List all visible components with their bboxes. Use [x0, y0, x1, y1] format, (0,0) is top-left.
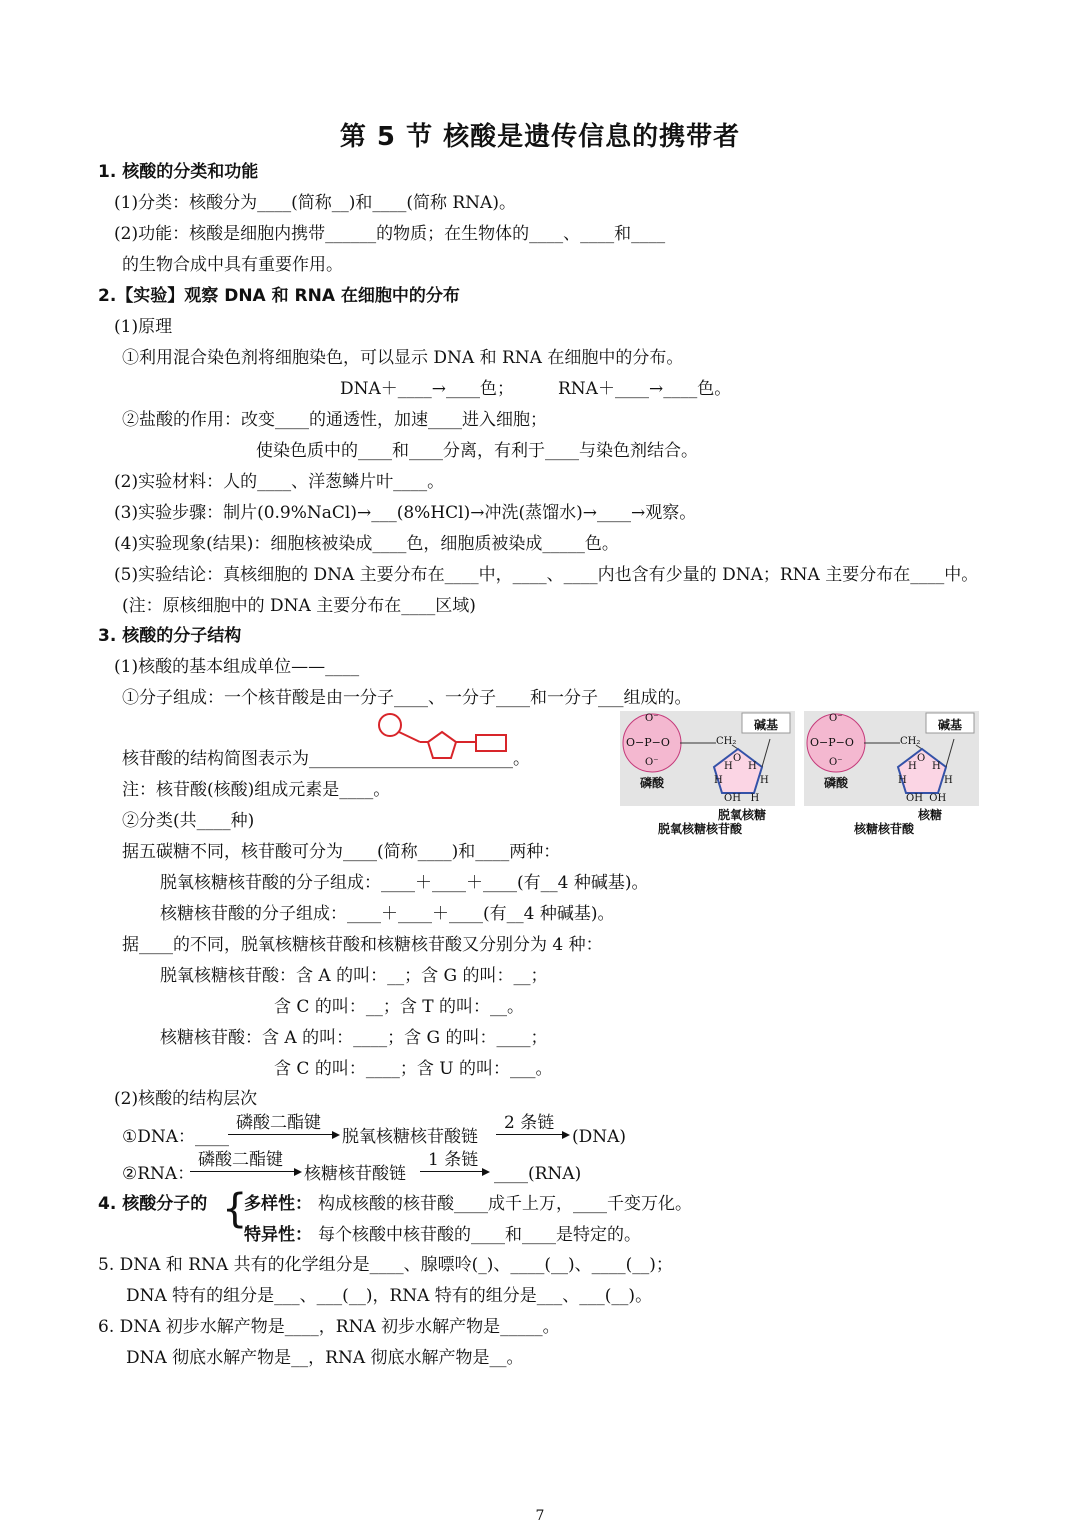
- s2-note: (注：原核细胞中的 DNA 主要分布在____区域): [122, 596, 476, 616]
- s2-results: (4)实验现象(结果)：细胞核被染成____色，细胞质被染成_____色。: [114, 534, 619, 554]
- ribo-h-3: H: [898, 775, 907, 786]
- s3-by-sugar: 据五碳糖不同，核苷酸可分为____(简称____)和____两种：: [122, 842, 561, 862]
- deoxy-caption: 脱氧核糖核苷酸: [658, 822, 743, 836]
- deoxy-ring-o: O: [733, 753, 742, 764]
- s3-ribo-types-1: 核糖核苷酸：含 A 的叫：____；含 G 的叫：____；: [160, 1028, 548, 1048]
- s4-specificity-label: 特异性：: [244, 1225, 312, 1245]
- deoxy-oh-h: OH H: [724, 793, 760, 804]
- ribo-h-1: H: [908, 761, 917, 772]
- s2-rna-stain: RNA＋____→____色。: [558, 379, 732, 399]
- s3-schematic-label: 核苷酸的结构简图表示为________________________。: [122, 749, 530, 769]
- rna-level-start: ②RNA：: [122, 1164, 195, 1184]
- s2-hcl-role-cont: 使染色质中的____和____分离，有利于____与染色剂结合。: [256, 441, 698, 461]
- rna-arrowhead-1: [294, 1168, 302, 1176]
- s2-hcl-role: ②盐酸的作用：改变____的通透性，加速____进入细胞；: [122, 410, 547, 430]
- s3-deoxy-types-1: 脱氧核糖核苷酸：含 A 的叫：__；含 G 的叫：__；: [160, 966, 548, 986]
- s3-levels: (2)核酸的结构层次: [114, 1089, 258, 1109]
- section-5-line-1: 5. DNA 和 RNA 共有的化学组分是____、腺嘌呤(_)、____(__)、____(__)；: [98, 1255, 673, 1275]
- ribo-h-4: H: [944, 775, 953, 786]
- s3-composition: ①分子组成：一个核苷酸是由一分子____、一分子____和一分子___组成的。: [122, 688, 692, 708]
- s3-types: ②分类(共____种): [122, 811, 255, 831]
- section-4-heading: 4. 核酸分子的: [98, 1194, 208, 1214]
- dna-arrowhead-2: [562, 1131, 570, 1139]
- dna-bond-label: 磷酸二酯键: [236, 1113, 321, 1133]
- s2-materials: (2)实验材料：人的____、洋葱鳞片叶____。: [114, 472, 445, 492]
- deoxy-o-top: O⁻: [645, 713, 659, 724]
- s1-function-cont: 的生物合成中具有重要作用。: [122, 255, 343, 275]
- ribo-h-2: H: [932, 761, 941, 772]
- ribo-sugar-label: 核糖: [918, 808, 943, 822]
- s3-deoxy-types-2: 含 C 的叫：__；含 T 的叫：__。: [274, 997, 524, 1017]
- rna-arrowhead-2: [482, 1168, 490, 1176]
- deoxy-h-2: H: [748, 761, 757, 772]
- dna-arrowhead-1: [332, 1131, 340, 1139]
- deoxy-h-1: H: [724, 761, 733, 772]
- deoxy-h-4: H: [760, 775, 769, 786]
- deoxy-ch2: CH₂: [716, 736, 737, 747]
- rna-arrow-1: [190, 1171, 294, 1172]
- s4-specificity: 每个核酸中核苷酸的____和____是特定的。: [318, 1225, 641, 1245]
- s4-diversity: 构成核酸的核苷酸____成千上万，____千变万化。: [318, 1194, 692, 1214]
- ribo-o-bottom: O⁻: [829, 757, 843, 768]
- deoxy-h-3: H: [714, 775, 723, 786]
- dna-chain-count: 2 条链: [504, 1113, 555, 1133]
- s2-principle: (1)原理: [114, 317, 173, 337]
- brace: {: [222, 1186, 248, 1232]
- section-3-heading: 3. 核酸的分子结构: [98, 626, 242, 646]
- page-title: 第 5 节 核酸是遗传信息的携带者: [339, 122, 741, 152]
- ribonucleotide-figure: [804, 711, 979, 806]
- ribo-caption: 核糖核苷酸: [854, 822, 915, 836]
- rna-level-end: ____(RNA): [494, 1164, 582, 1184]
- s3-basic-unit: (1)核酸的基本组成单位——____: [114, 657, 360, 677]
- s2-steps: (3)实验步骤：制片(0.9%NaCl)→___(8%HCl)→冲洗(蒸馏水)→____→观察。: [114, 503, 697, 523]
- rna-bond-label: 磷酸二酯键: [198, 1150, 283, 1170]
- section-2-heading: 2.【实验】观察 DNA 和 RNA 在细胞中的分布: [98, 286, 460, 306]
- ribo-base-label: 碱基: [938, 718, 963, 732]
- dna-level-end: (DNA): [572, 1127, 627, 1147]
- rna-arrow-2: [420, 1171, 482, 1172]
- s3-deoxy-composition: 脱氧核糖核苷酸的分子组成：____＋____＋____(有__4 种碱基)。: [160, 873, 649, 893]
- ribo-phosphate-label: 磷酸: [824, 776, 849, 790]
- s2-conclusion: (5)实验结论：真核细胞的 DNA 主要分布在____中，____、____内也含有少量的 DNA；RNA 主要分布在____中。: [114, 565, 979, 585]
- s2-principle-1: ①利用混合染色剂将细胞染色，可以显示 DNA 和 RNA 在细胞中的分布。: [122, 348, 684, 368]
- ribo-phosphate-atoms: O−P−O: [810, 736, 854, 749]
- dna-level-start: ①DNA：____: [122, 1127, 230, 1147]
- deoxy-base-label: 碱基: [754, 718, 779, 732]
- s4-diversity-label: 多样性：: [244, 1194, 312, 1214]
- dna-chain-label: 脱氧核糖核苷酸链: [342, 1127, 478, 1147]
- s2-dna-stain: DNA＋____→____色；: [340, 379, 515, 399]
- rna-chain-label: 核糖核苷酸链: [304, 1164, 406, 1184]
- deoxy-phosphate-atoms: O−P−O: [626, 736, 670, 749]
- deoxy-sugar-label: 脱氧核糖: [718, 808, 767, 822]
- ribo-ring-o: O: [917, 753, 926, 764]
- s3-ribo-composition: 核糖核苷酸的分子组成：____＋____＋____(有__4 种碱基)。: [160, 904, 615, 924]
- s3-elements: 注：核苷酸(核酸)组成元素是____。: [122, 780, 391, 800]
- section-5-line-2: DNA 特有的组分是___、___(__)，RNA 特有的组分是___、___(__)。: [126, 1286, 653, 1306]
- s3-by-base: 据____的不同，脱氧核糖核苷酸和核糖核苷酸又分别分为 4 种：: [122, 935, 603, 955]
- page-number: 7: [535, 1508, 545, 1524]
- deoxy-phosphate-label: 磷酸: [640, 776, 665, 790]
- s1-function: (2)功能：核酸是细胞内携带______的物质；在生物体的____、____和____: [114, 224, 666, 244]
- dna-arrow-1: [228, 1134, 332, 1135]
- deoxynucleotide-figure: [620, 711, 795, 806]
- ribo-o-top: O⁻: [829, 713, 843, 724]
- deoxy-o-bottom: O⁻: [645, 757, 659, 768]
- s1-classification: (1)分类：核酸分为____(简称__)和____(简称 RNA)。: [114, 193, 516, 213]
- s3-ribo-types-2: 含 C 的叫：____；含 U 的叫：___。: [274, 1059, 553, 1079]
- section-6-line-2: DNA 彻底水解产物是__，RNA 彻底水解产物是__。: [126, 1348, 524, 1368]
- ribo-ch2: CH₂: [900, 736, 921, 747]
- section-6-line-1: 6. DNA 初步水解产物是____，RNA 初步水解产物是_____。: [98, 1317, 560, 1337]
- dna-arrow-2: [496, 1134, 562, 1135]
- section-1-heading: 1. 核酸的分类和功能: [98, 162, 259, 182]
- ribo-oh-oh: OH OH: [906, 793, 947, 804]
- rna-chain-count: 1 条链: [428, 1150, 479, 1170]
